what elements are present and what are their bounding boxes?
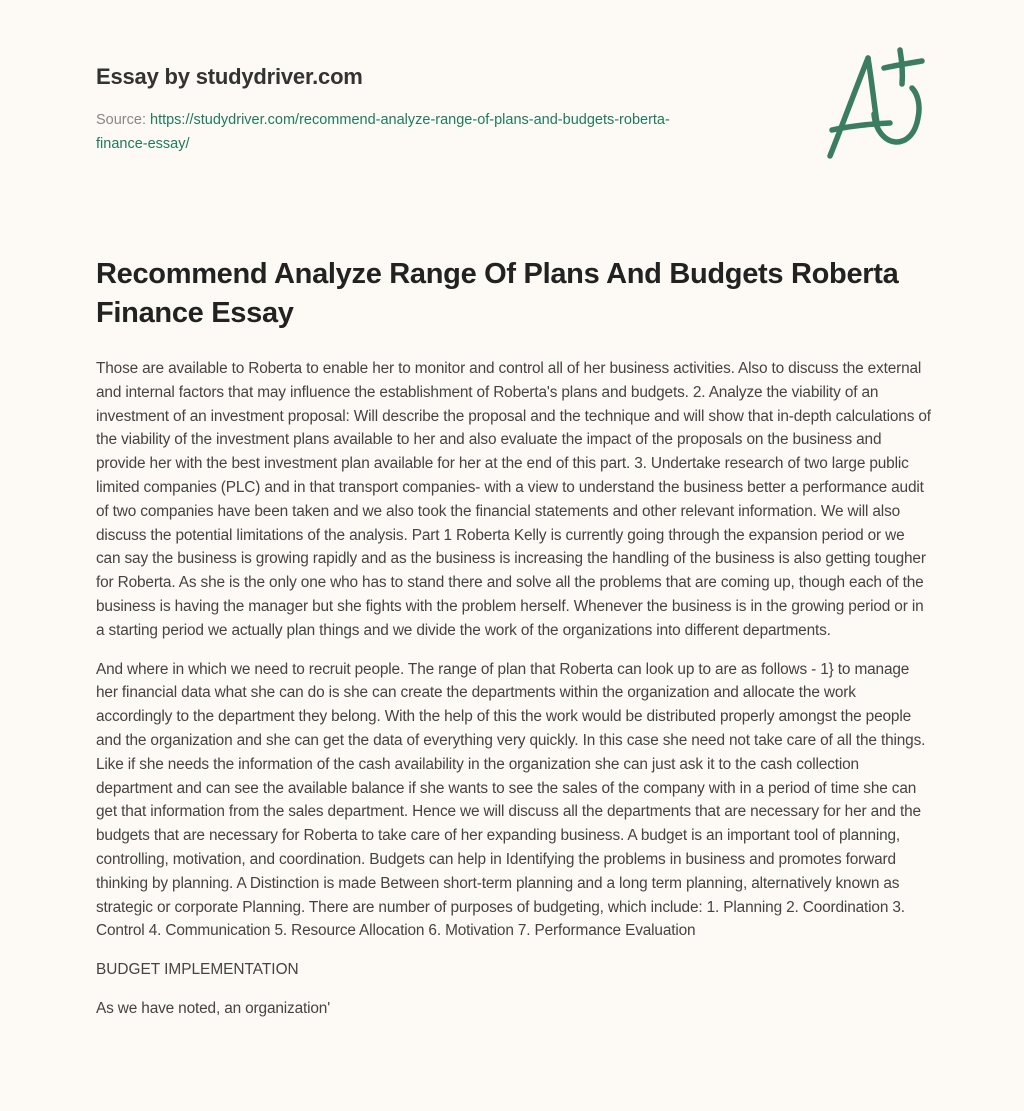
essay-title: Recommend Analyze Range Of Plans And Budgets Roberta Finance Essay (96, 258, 899, 329)
source-line (96, 108, 716, 156)
a-plus-grade-icon (822, 38, 932, 163)
source-link[interactable]: https://studydriver.com/recommend-analyze-range-of-plans-and-budgets-roberta-finance-essay/ (96, 112, 670, 152)
essay-paragraph: Those are available to Roberta to enable her to monitor and control all of her business activities. Also to discuss the external and internal factors that may influence the establishment of Roberta's plans and budgets. 2. Analyze the viability of an investment of an investment proposal: Will describe the proposal and the technique and will show that in-depth calculations of the viability of the investment plans available to her and also evaluate the impact of the proposals on the business and provide her with the best investment plan available for her at the end of this part. 3. Undertake research of two large public limited companies (PLC) and in that transport companies- with a view to understand the business better a performance audit of two companies have been taken and we also took the financial statements and other relevant information. We will also discuss the potential limitations of the analysis. Part 1 Roberta Kelly is currently going through the expansion period or we can say the business is growing rapidly and as the business is increasing the handling of the business is also getting tougher for Roberta. As she is the only one who has to stand there and solve all the problems that are coming up, though each of the business is having the manager but she fights with the problem herself. Whenever the business is in the growing period or in a starting period we actually plan things and we divide the work of the organizations into different departments. (96, 360, 931, 639)
source-label: Source: (96, 112, 150, 128)
section-heading: BUDGET IMPLEMENTATION (96, 961, 299, 979)
site-title: Essay by studydriver.com (96, 64, 363, 89)
essay-trailing-text: As we have noted, an organization' (96, 999, 330, 1017)
essay-paragraph: And where in which we need to recruit people. The range of plan that Roberta can look up to are as follows - 1} to manage her financial data what she can do is she can create the departments within the organization and allocate the work accordingly to the department they belong. With the help of this the work would be distributed properly amongst the people and the organization and she can get the data of everything very quickly. In this case she need not take care of all the things. Like if she needs the information of the cash availability in the organization she can just ask it to the cash collection department and can see the available balance if she wants to see the sales of the company with in a period of time she can get that information from the sales department. Hence we will discuss all the departments that are necessary for her and the budgets that are necessary for Roberta to take care of her expanding business. A budget is an important tool of planning, controlling, motivation, and coordination. Budgets can help in Identifying the problems in business and promotes forward thinking by planning. A Distinction is made Between short-term planning and a long term planning, alternatively known as strategic or corporate Planning. There are number of purposes of budgeting, which include: 1. Planning 2. Coordination 3. Control 4. Communication 5. Resource Allocation 6. Motivation 7. Performance Evaluation (96, 660, 926, 940)
page-header (96, 62, 716, 156)
essay-content (96, 255, 932, 1036)
